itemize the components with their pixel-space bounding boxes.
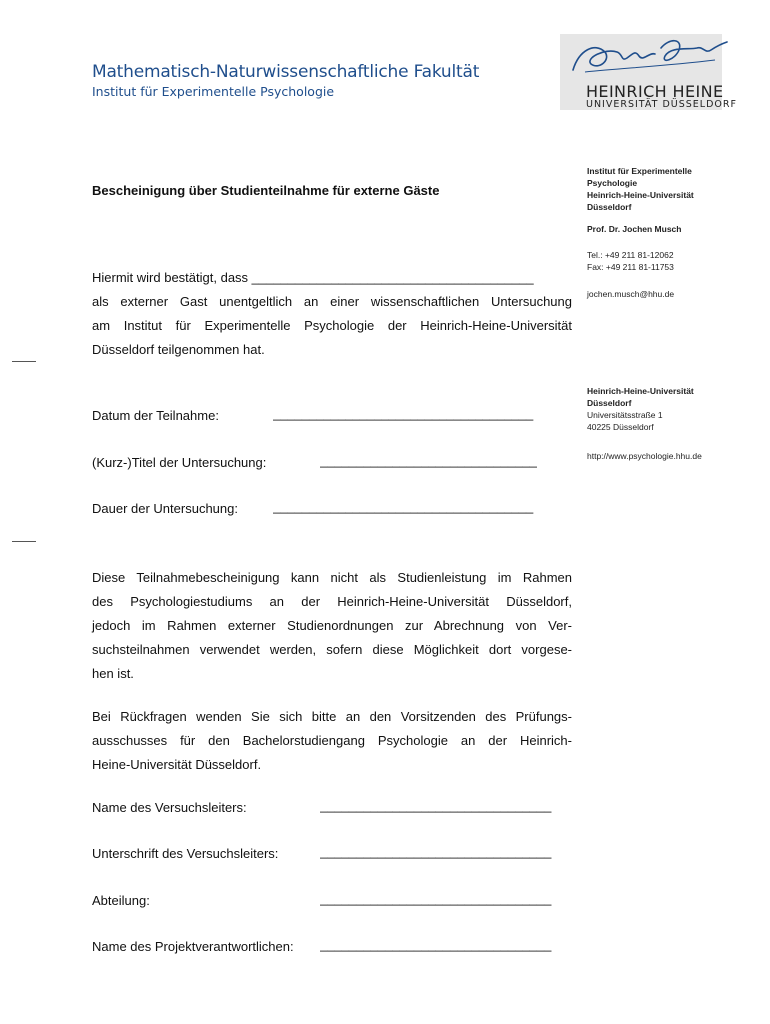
sidebar-street: Universitätsstraße 1 bbox=[587, 410, 663, 420]
contact-paragraph bbox=[92, 705, 572, 777]
sidebar-professor: Prof. Dr. Jochen Musch bbox=[587, 224, 682, 234]
duration-label: Dauer der Untersuchung: bbox=[92, 501, 238, 516]
duration-input-line[interactable]: ____________________________________ bbox=[273, 499, 534, 514]
sidebar-uni-line1: Heinrich-Heine-Universität bbox=[587, 386, 694, 396]
contact-line: Heine-Universität Düsseldorf. bbox=[92, 757, 262, 772]
fold-mark bbox=[12, 541, 36, 542]
confirmation-paragraph bbox=[92, 266, 572, 362]
notice-paragraph bbox=[92, 566, 572, 686]
date-input-line[interactable]: ____________________________________ bbox=[273, 406, 534, 421]
faculty-title: Mathematisch-Naturwissenschaftliche Fakultät bbox=[92, 62, 480, 82]
sidebar-institute bbox=[587, 165, 757, 213]
confirmation-line: als externer Gast unentgeltlich an einer wissenschaftlichen Untersuchung bbox=[92, 294, 572, 309]
sidebar-website: http://www.psychologie.hhu.de bbox=[587, 451, 702, 461]
confirmation-line: Düsseldorf teilgenommen hat. bbox=[92, 342, 265, 357]
sidebar-inst-line2: Psychologie bbox=[587, 178, 638, 188]
experimenter-name-label: Name des Versuchsleiters: bbox=[92, 800, 247, 815]
notice-line: suchsteilnahmen verwendet werden, sofern diese Möglichkeit dort vorgese- bbox=[92, 642, 572, 657]
sidebar-inst-line4: Düsseldorf bbox=[587, 202, 632, 212]
experimenter-name-input-line[interactable]: ________________________________ bbox=[320, 798, 552, 813]
contact-line: Bei Rückfragen wenden Sie sich bitte an den Vorsitzenden des Prüfungs- bbox=[92, 709, 572, 724]
project-lead-input-line[interactable]: ________________________________ bbox=[320, 937, 552, 952]
confirmation-line: am Institut für Experimentelle Psychologie der Heinrich-Heine-Universität bbox=[92, 318, 572, 333]
notice-line: jedoch im Rahmen externer Studienordnungen zur Abrechnung von Ver- bbox=[92, 618, 572, 633]
date-label: Datum der Teilnahme: bbox=[92, 408, 219, 423]
project-lead-label: Name des Projektverantwortlichen: bbox=[92, 939, 294, 954]
confirmation-line: Hiermit wird bestätigt, dass _______________________________________ bbox=[92, 270, 534, 285]
university-city: UNIVERSITÄT DÜSSELDORF bbox=[586, 99, 737, 110]
fold-mark bbox=[12, 361, 36, 362]
sidebar-phone bbox=[587, 249, 757, 273]
sidebar-city: 40225 Düsseldorf bbox=[587, 422, 654, 432]
signature-logo-icon bbox=[565, 30, 735, 80]
experimenter-signature-label: Unterschrift des Versuchsleiters: bbox=[92, 846, 279, 861]
study-title-input-line[interactable]: ______________________________ bbox=[320, 453, 537, 468]
notice-line: hen ist. bbox=[92, 666, 134, 681]
university-name: HEINRICH HEINE bbox=[586, 82, 724, 101]
sidebar-fax: Fax: +49 211 81-11753 bbox=[587, 262, 674, 272]
document-title: Bescheinigung über Studienteilnahme für externe Gäste bbox=[92, 183, 440, 198]
contact-line: ausschusses für den Bachelorstudiengang Psychologie an der Heinrich- bbox=[92, 733, 572, 748]
study-title-label: (Kurz-)Titel der Untersuchung: bbox=[92, 455, 267, 470]
sidebar-tel: Tel.: +49 211 81-12062 bbox=[587, 250, 674, 260]
sidebar-address bbox=[587, 385, 757, 433]
sidebar-uni-line2: Düsseldorf bbox=[587, 398, 632, 408]
department-label: Abteilung: bbox=[92, 893, 150, 908]
sidebar-inst-line1: Institut für Experimentelle bbox=[587, 166, 692, 176]
notice-line: des Psychologiestudiums an der Heinrich-Heine-Universität Düsseldorf, bbox=[92, 594, 572, 609]
sidebar-email: jochen.musch@hhu.de bbox=[587, 289, 675, 299]
experimenter-signature-input-line[interactable]: ________________________________ bbox=[320, 844, 552, 859]
notice-line: Diese Teilnahmebescheinigung kann nicht als Studienleistung im Rahmen bbox=[92, 570, 572, 585]
institute-subtitle: Institut für Experimentelle Psychologie bbox=[92, 84, 335, 99]
sidebar-inst-line3: Heinrich-Heine-Universität bbox=[587, 190, 694, 200]
department-input-line[interactable]: ________________________________ bbox=[320, 891, 552, 906]
